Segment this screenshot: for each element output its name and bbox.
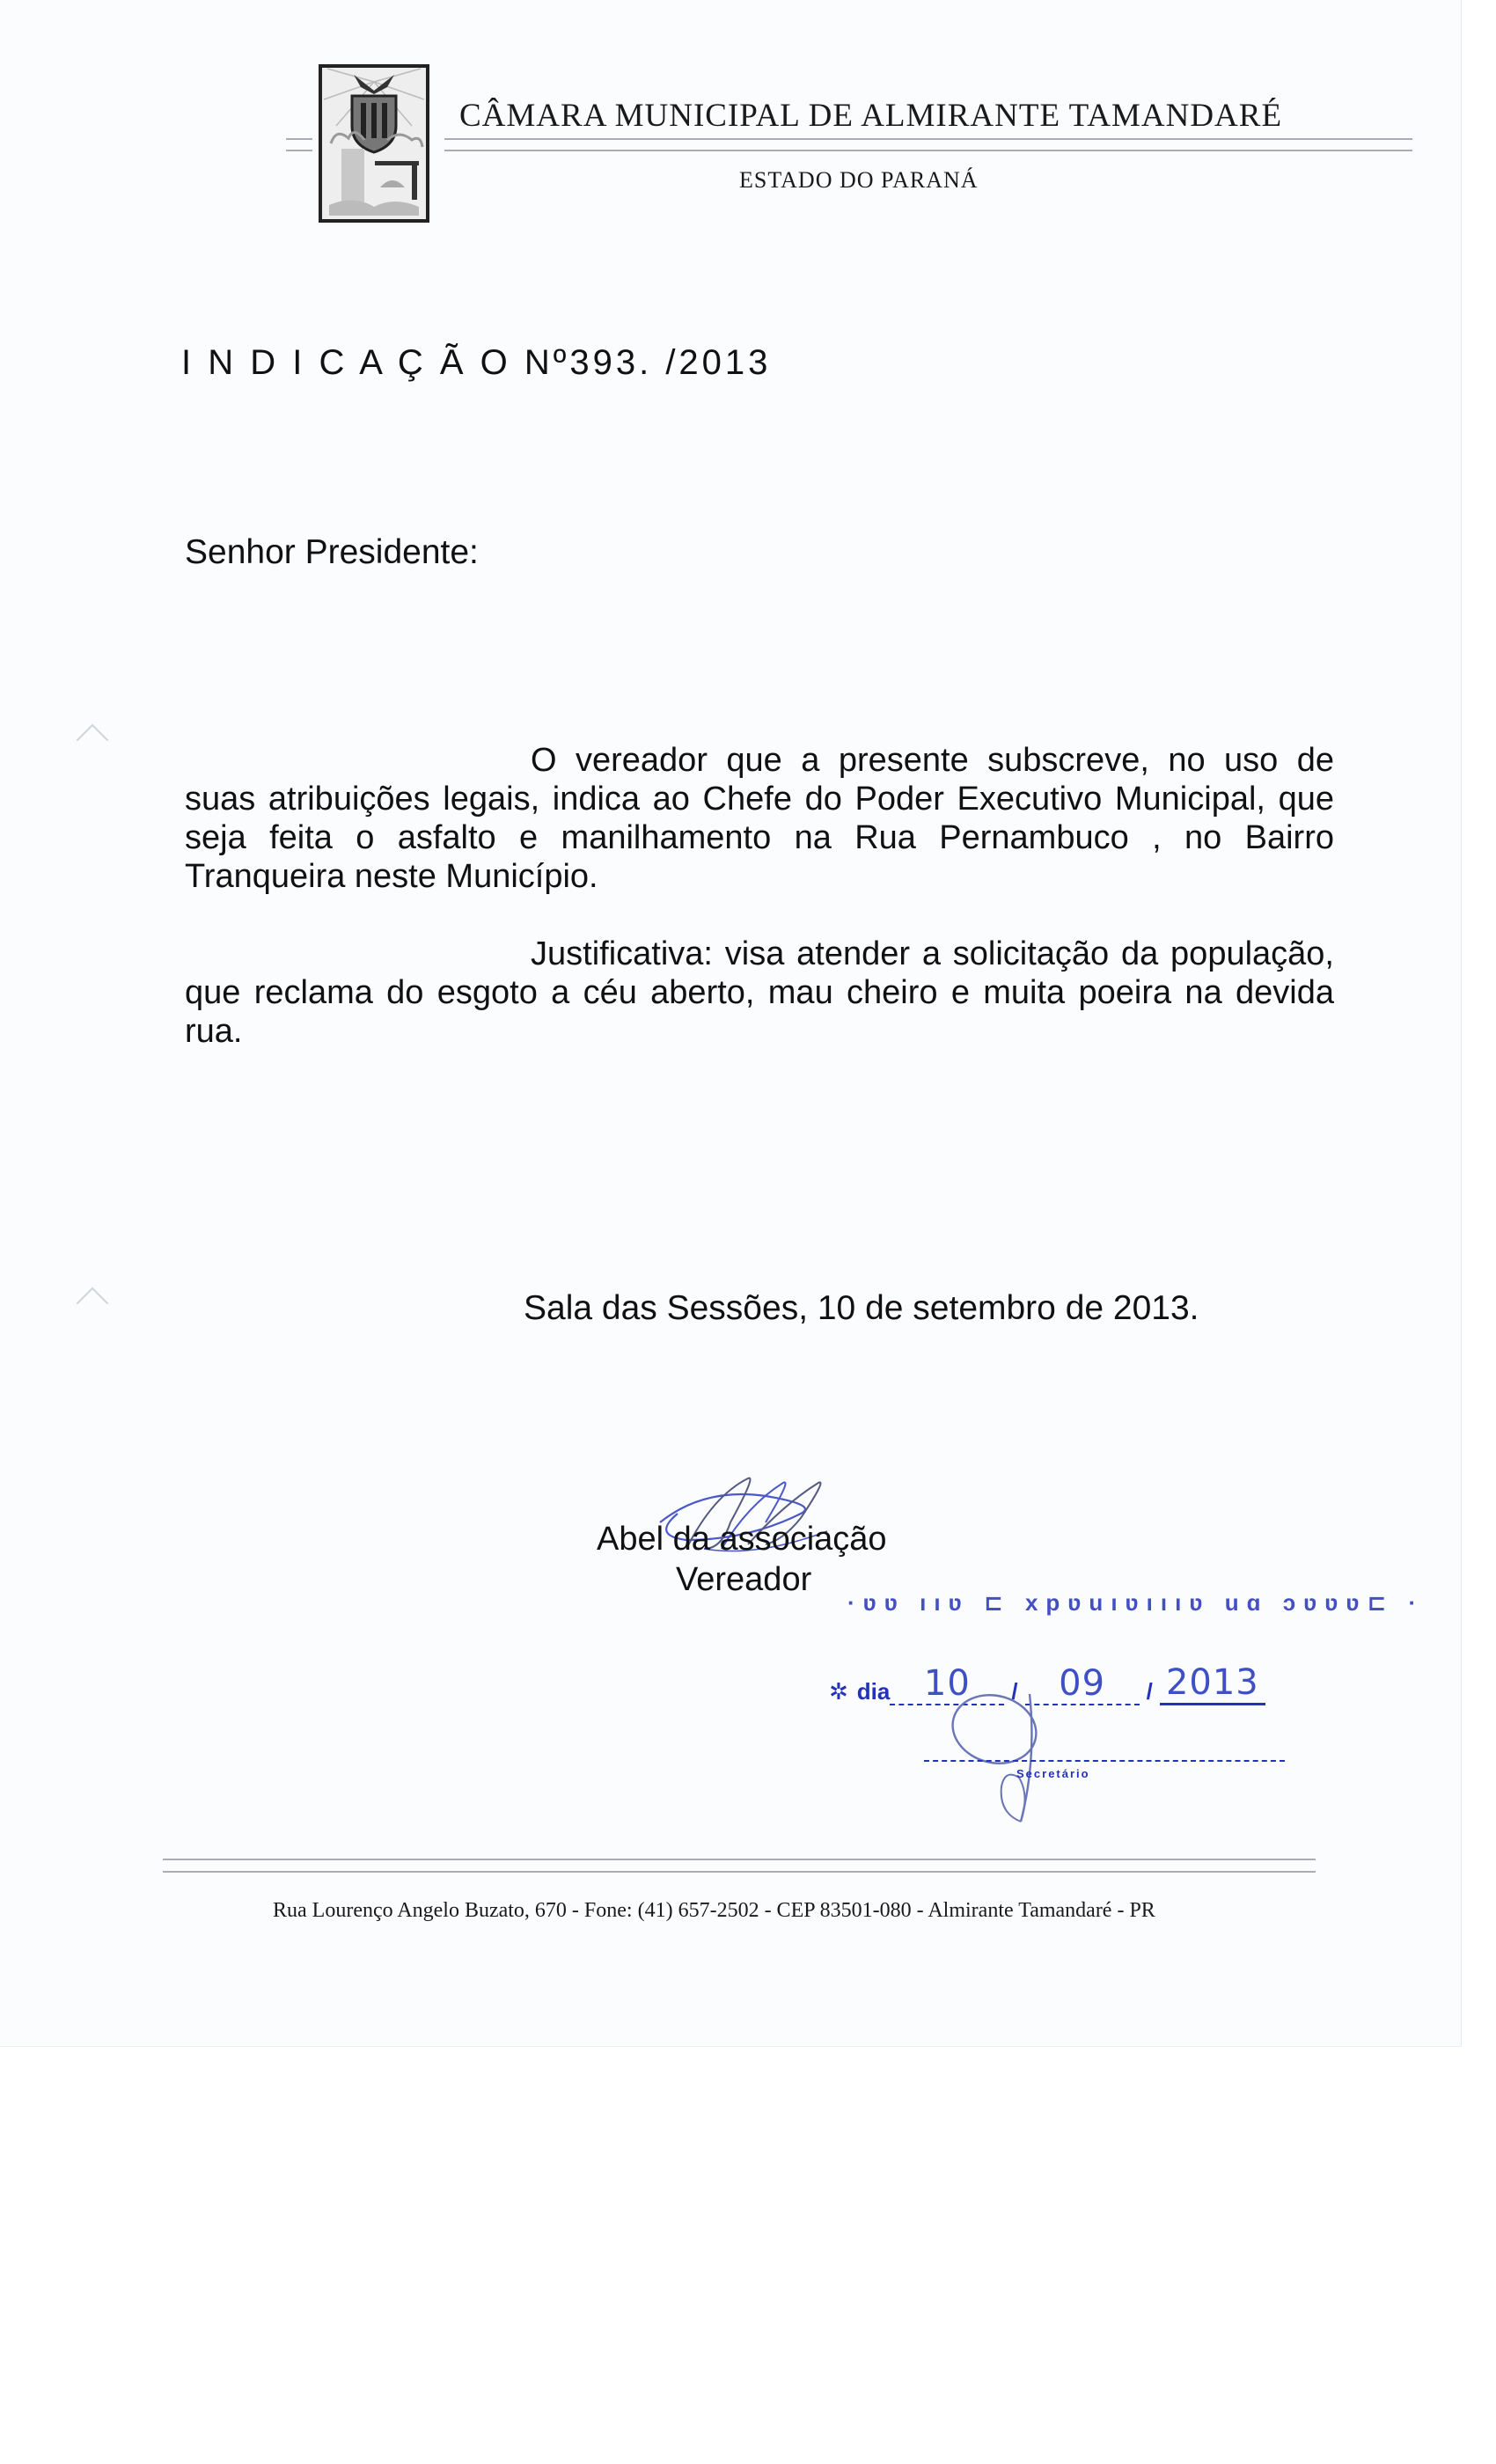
- footer-rule-top: [163, 1859, 1316, 1860]
- paragraph-text: O vereador que a presente subscreve, no uso de suas atribuições legais, indica ao Chefe do Poder Executivo Municipal, que seja feita o asfalto e manilhamento na Rua Pernambuco , no Bairro Tranqueira neste Município.: [185, 742, 1334, 895]
- body-paragraph-justification: [185, 935, 1334, 1051]
- stamp-bullet: ✲: [829, 1678, 848, 1705]
- stamp-month: 09: [1059, 1663, 1106, 1704]
- stamp-signature-line: [924, 1758, 1285, 1762]
- salutation: Senhor Presidente:: [185, 533, 479, 571]
- coat-of-arms-icon: [319, 64, 429, 223]
- secretary-signature: [915, 1690, 1144, 1839]
- place-and-date: Sala das Sessões, 10 de setembro de 2013.: [524, 1289, 1199, 1327]
- header-rule-left-bottom: [286, 150, 312, 151]
- document-title: I N D I C A Ç Ã O Nº393. /2013: [181, 343, 772, 382]
- stamp-year-field: [1160, 1662, 1265, 1705]
- paragraph-text: Justificativa: visa atender a solicitação da população, que reclama do esgoto a céu aberto, mau cheiro e muita poeira na devida rua.: [185, 935, 1334, 1050]
- institution-name: CÂMARA MUNICIPAL DE ALMIRANTE TAMANDARÉ: [459, 98, 1283, 134]
- stamp-day: 10: [923, 1663, 971, 1704]
- header-rule-top: [444, 138, 1412, 140]
- stamp-header-text: ·ʋʋ ııʋ ⊏ xpʋuıʋıııʋ uɑ ɔʋʋʋ⊏ ·: [847, 1589, 1425, 1616]
- stamp-year: 2013: [1165, 1662, 1259, 1703]
- header-rule-bottom: [444, 150, 1412, 151]
- footer-address: Rua Lourenço Angelo Buzato, 670 - Fone: (41) 657-2502 - CEP 83501-080 - Almirante Tamandaré - PR: [273, 1899, 1155, 1922]
- signer-role: Vereador: [676, 1561, 812, 1598]
- state-name: ESTADO DO PARANÁ: [739, 167, 979, 193]
- stamp-day-label: dia: [856, 1678, 891, 1705]
- body-paragraph-request: [185, 741, 1334, 896]
- stamp-separator: /: [1146, 1678, 1153, 1705]
- signer-name: Abel da associação: [597, 1521, 887, 1558]
- header-rule-left-top: [286, 138, 312, 140]
- stamp-secretary-label: Secretário: [1016, 1767, 1090, 1780]
- footer-rule-bottom: [163, 1871, 1316, 1873]
- stamp-separator: /: [1011, 1678, 1018, 1705]
